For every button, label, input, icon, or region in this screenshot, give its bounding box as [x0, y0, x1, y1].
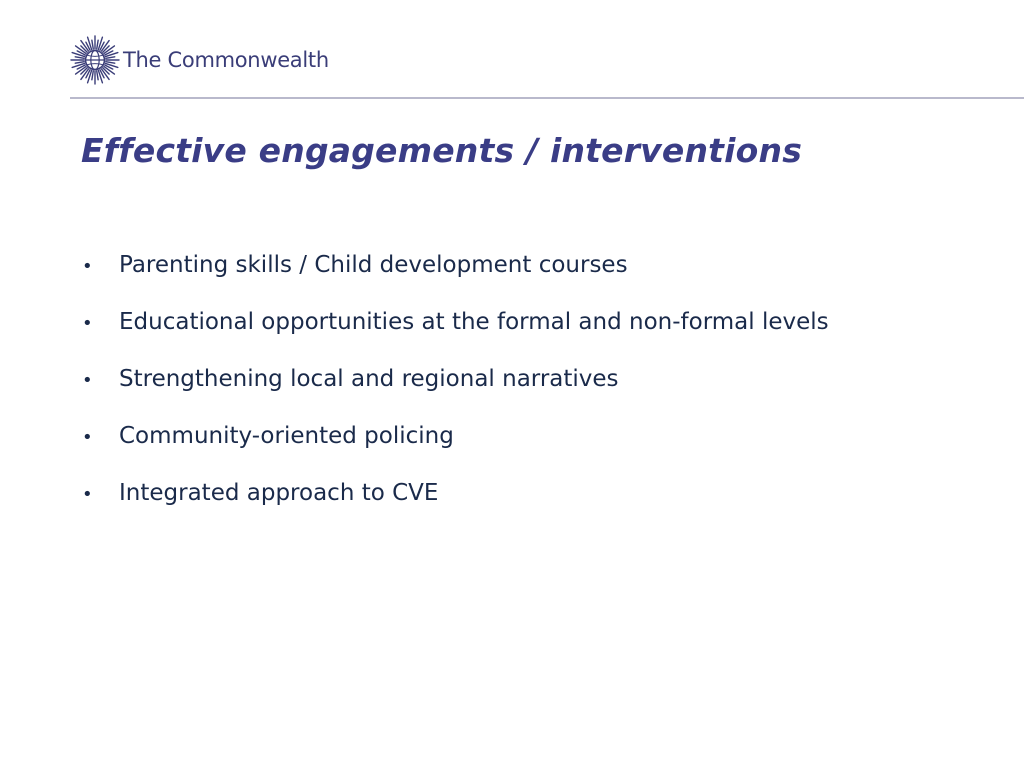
bullet-text: Educational opportunities at the formal and non-formal levels: [119, 309, 829, 335]
bullet-text: Community-oriented policing: [119, 423, 454, 449]
logo-ray: [92, 40, 93, 49]
list-item: [82, 480, 829, 537]
bullet-icon: •: [82, 313, 93, 334]
logo-ray: [106, 62, 115, 63]
bullet-icon: •: [82, 370, 93, 391]
bullet-list: [82, 252, 829, 537]
bullet-text: Parenting skills / Child development courses: [119, 252, 628, 278]
bullet-icon: •: [82, 484, 93, 505]
list-item: [82, 366, 829, 423]
logo-ray: [75, 57, 84, 58]
commonwealth-globe-icon: [70, 35, 120, 85]
list-item: [82, 252, 829, 309]
logo-ray: [97, 40, 98, 49]
logo-ray: [75, 62, 84, 63]
logo-ray: [92, 71, 93, 80]
logo-ray: [106, 57, 115, 58]
commonwealth-logo: [70, 34, 329, 86]
list-item: [82, 423, 829, 480]
bullet-text: Strengthening local and regional narratives: [119, 366, 619, 392]
slide-title: Effective engagements / interventions: [81, 131, 803, 170]
bullet-icon: •: [82, 256, 93, 277]
list-item: [82, 309, 829, 366]
header-divider: [70, 97, 1024, 99]
logo-text: The Commonwealth: [123, 48, 329, 72]
bullet-text: Integrated approach to CVE: [119, 480, 439, 506]
bullet-icon: •: [82, 427, 93, 448]
logo-ray: [97, 71, 98, 80]
